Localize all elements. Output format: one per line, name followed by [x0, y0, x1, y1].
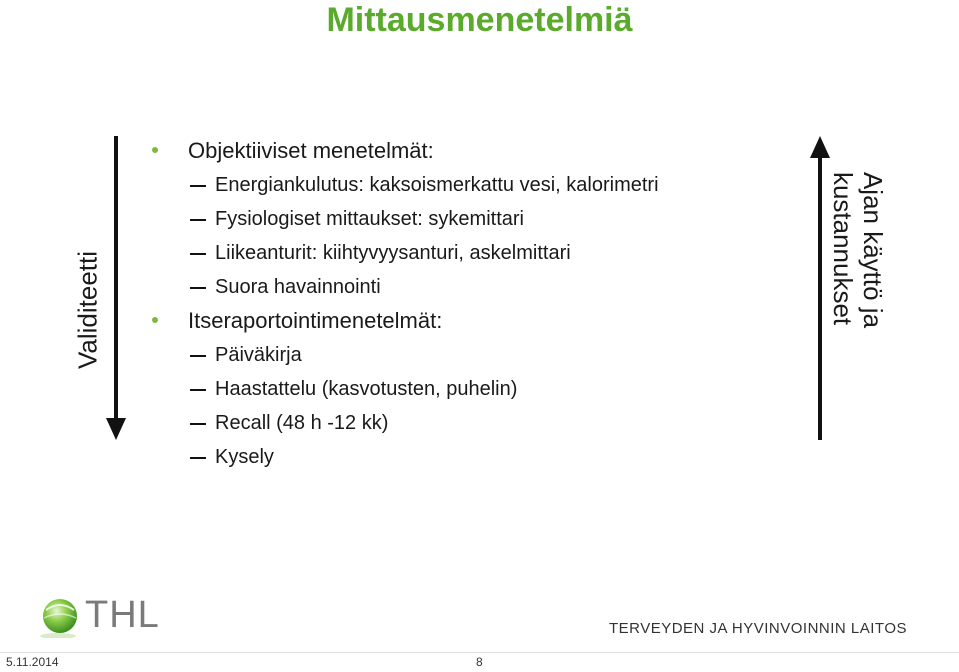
dash-icon: [190, 389, 206, 391]
cost-axis-label-line-1: Ajan käyttö ja: [858, 171, 888, 329]
cost-axis-label: [828, 172, 888, 328]
dash-icon: [190, 219, 206, 221]
list-item-label: Energiankulutus: kaksoismerkattu vesi, kalorimetri: [215, 174, 659, 196]
slide-title: Mittausmenetelmiä: [326, 1, 633, 39]
dash-icon: [190, 253, 206, 255]
dash-icon: [190, 423, 206, 425]
dash-icon: [190, 287, 206, 289]
arrow-down-icon: [104, 136, 128, 442]
list-item-label: Liikeanturit: kiihtyvyysanturi, askelmittari: [215, 242, 571, 264]
list-item-label: Recall (48 h -12 kk): [215, 412, 389, 434]
list-item: [152, 270, 772, 304]
list-item-label: Fysiologiset mittaukset: sykemittari: [215, 208, 524, 230]
dash-icon: [190, 457, 206, 459]
logo-text: THL: [85, 594, 160, 636]
list-item-label: Suora havainnointi: [215, 276, 381, 298]
list-item: [152, 338, 772, 372]
list-item-label: Kysely: [215, 446, 274, 468]
list-item-label: Itseraportointimenetelmät:: [188, 308, 443, 333]
list-item: [152, 406, 772, 440]
dash-icon: [190, 185, 206, 187]
list-item: [152, 168, 772, 202]
organization-name: TERVEYDEN JA HYVINVOINNIN LAITOS: [608, 620, 907, 637]
validity-axis-label: Validiteetti: [72, 250, 103, 370]
dash-icon: [190, 355, 206, 357]
method-list: [152, 134, 772, 474]
list-item-label: Päiväkirja: [215, 344, 302, 366]
list-item-objective: [152, 134, 772, 168]
bullet-icon: [152, 147, 158, 153]
list-item: [152, 236, 772, 270]
list-item: [152, 372, 772, 406]
list-item-label: Haastattelu (kasvotusten, puhelin): [215, 378, 518, 400]
list-item: [152, 202, 772, 236]
list-item-self-report: [152, 304, 772, 338]
page-number: 8: [476, 655, 483, 669]
cost-axis-label-line-2: kustannukset: [828, 171, 858, 326]
footer-date: 5.11.2014: [6, 655, 59, 669]
list-item-label: Objektiiviset menetelmät:: [188, 138, 434, 163]
bullet-icon: [152, 317, 158, 323]
list-item: [152, 440, 772, 474]
